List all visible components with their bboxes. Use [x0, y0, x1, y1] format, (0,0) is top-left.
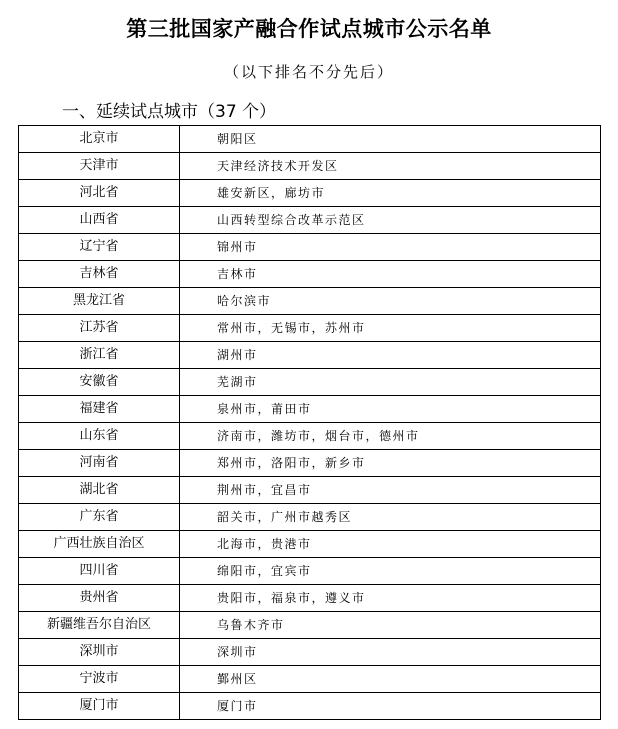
city-cell: 常州市，无锡市，苏州市 [180, 315, 601, 342]
province-cell: 山西省 [19, 207, 180, 234]
city-cell: 郑州市，洛阳市，新乡市 [180, 450, 601, 477]
province-cell: 浙江省 [19, 342, 180, 369]
city-cell: 绵阳市，宜宾市 [180, 558, 601, 585]
table-row [19, 531, 601, 558]
table-row [19, 585, 601, 612]
city-cell: 湖州市 [180, 342, 601, 369]
province-cell: 北京市 [19, 126, 180, 153]
table-row [19, 396, 601, 423]
city-cell: 泉州市，莆田市 [180, 396, 601, 423]
province-cell: 四川省 [19, 558, 180, 585]
province-cell: 广西壮族自治区 [19, 531, 180, 558]
province-cell: 厦门市 [19, 693, 180, 720]
province-cell: 广东省 [19, 504, 180, 531]
province-cell: 河北省 [19, 180, 180, 207]
province-cell: 深圳市 [19, 639, 180, 666]
city-cell: 雄安新区，廊坊市 [180, 180, 601, 207]
province-cell: 江苏省 [19, 315, 180, 342]
table-row [19, 261, 601, 288]
pilot-city-table [18, 125, 601, 720]
city-cell: 贵阳市，福泉市，遵义市 [180, 585, 601, 612]
province-cell: 湖北省 [19, 477, 180, 504]
province-cell: 新疆维吾尔自治区 [19, 612, 180, 639]
table-row [19, 423, 601, 450]
table-row [19, 180, 601, 207]
province-cell: 辽宁省 [19, 234, 180, 261]
table-row [19, 450, 601, 477]
city-cell: 深圳市 [180, 639, 601, 666]
table-row [19, 504, 601, 531]
table-row [19, 342, 601, 369]
city-cell: 济南市，潍坊市，烟台市，德州市 [180, 423, 601, 450]
table-row [19, 477, 601, 504]
section-heading: 一、延续试点城市（37 个） [62, 102, 277, 122]
table-row [19, 558, 601, 585]
page-title: 第三批国家产融合作试点城市公示名单 [126, 16, 492, 41]
table-row [19, 693, 601, 720]
city-cell: 北海市，贵港市 [180, 531, 601, 558]
city-cell: 鄞州区 [180, 666, 601, 693]
table-row [19, 207, 601, 234]
province-cell: 山东省 [19, 423, 180, 450]
province-cell: 黑龙江省 [19, 288, 180, 315]
city-cell: 天津经济技术开发区 [180, 153, 601, 180]
city-cell: 厦门市 [180, 693, 601, 720]
city-cell: 乌鲁木齐市 [180, 612, 601, 639]
province-cell: 宁波市 [19, 666, 180, 693]
city-cell: 荆州市，宜昌市 [180, 477, 601, 504]
city-cell: 韶关市，广州市越秀区 [180, 504, 601, 531]
province-cell: 贵州省 [19, 585, 180, 612]
city-cell: 锦州市 [180, 234, 601, 261]
province-cell: 天津市 [19, 153, 180, 180]
city-cell: 山西转型综合改革示范区 [180, 207, 601, 234]
table-row [19, 666, 601, 693]
province-cell: 福建省 [19, 396, 180, 423]
table-row [19, 369, 601, 396]
city-cell: 朝阳区 [180, 126, 601, 153]
city-cell: 芜湖市 [180, 369, 601, 396]
province-cell: 安徽省 [19, 369, 180, 396]
table-row [19, 126, 601, 153]
page-subtitle: （以下排名不分先后） [223, 63, 394, 81]
province-cell: 河南省 [19, 450, 180, 477]
table-row [19, 153, 601, 180]
city-cell: 吉林市 [180, 261, 601, 288]
table-row [19, 612, 601, 639]
table-row [19, 315, 601, 342]
table-row [19, 234, 601, 261]
table-row [19, 639, 601, 666]
city-cell: 哈尔滨市 [180, 288, 601, 315]
province-cell: 吉林省 [19, 261, 180, 288]
table-row [19, 288, 601, 315]
